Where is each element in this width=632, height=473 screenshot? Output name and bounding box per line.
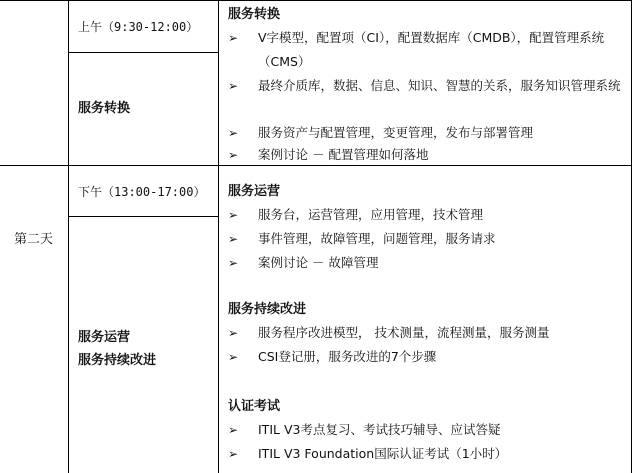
list-item: ➢ ITIL V3 Foundation国际认证考试（1小时）	[228, 442, 628, 466]
arrow-bullet-icon: ➢	[228, 326, 239, 340]
list-item: ➢ V字模型，配置项（CI），配置数据库（CMDB），配置管理系统（CMS）	[228, 26, 628, 74]
list-item: ➢ 服务资产与配置管理，变更管理，发布与部署管理	[228, 121, 628, 145]
afternoon-time: 下午（13:00-17:00）	[78, 185, 206, 199]
list-item: ➢ ITIL V3考点复习、考试技巧辅导、应试答疑	[228, 418, 628, 442]
col-divider-2	[218, 0, 219, 473]
arrow-bullet-icon: ➢	[228, 232, 239, 246]
list-item: ➢ CSI登记册，服务改进的7个步骤	[228, 345, 628, 369]
time-divider-pm	[68, 216, 218, 217]
arrow-bullet-icon: ➢	[228, 31, 239, 45]
morning-topic: 服务转换	[78, 101, 131, 116]
arrow-bullet-icon: ➢	[228, 423, 239, 437]
arrow-bullet-icon: ➢	[228, 79, 239, 93]
arrow-bullet-icon: ➢	[228, 148, 239, 162]
afternoon-section-title: 认证考试	[228, 399, 281, 414]
time-divider-am	[68, 52, 218, 53]
list-item: ➢ 事件管理，故障管理，问题管理，服务请求	[228, 227, 628, 251]
morning-section-title: 服务转换	[228, 7, 281, 22]
arrow-bullet-icon: ➢	[228, 126, 239, 140]
arrow-bullet-icon: ➢	[228, 208, 239, 222]
day-label: 第二天	[14, 232, 54, 247]
afternoon-section-title: 服务持续改进	[228, 302, 307, 317]
arrow-bullet-icon: ➢	[228, 447, 239, 461]
afternoon-topic-line1: 服务运营	[78, 330, 131, 345]
list-item: ➢ 服务台，运营管理，应用管理，技术管理	[228, 203, 628, 227]
afternoon-topic-line2: 服务持续改进	[78, 353, 157, 368]
arrow-bullet-icon: ➢	[228, 256, 239, 270]
list-item: ➢ 最终介质库，数据、信息、知识、智慧的关系，服务知识管理系统	[228, 74, 628, 98]
arrow-bullet-icon: ➢	[228, 350, 239, 364]
col-divider-1	[68, 0, 69, 473]
list-item: ➢ 案例讨论 － 配置管理如何落地	[228, 143, 628, 167]
list-item: ➢ 服务程序改进模型， 技术测量，流程测量，服务测量	[228, 321, 628, 345]
afternoon-section-title: 服务运营	[228, 184, 281, 199]
list-item: ➢ 案例讨论 － 故障管理	[228, 251, 628, 275]
table-top-border	[0, 0, 632, 1]
morning-time: 上午（9:30-12:00）	[78, 20, 199, 34]
